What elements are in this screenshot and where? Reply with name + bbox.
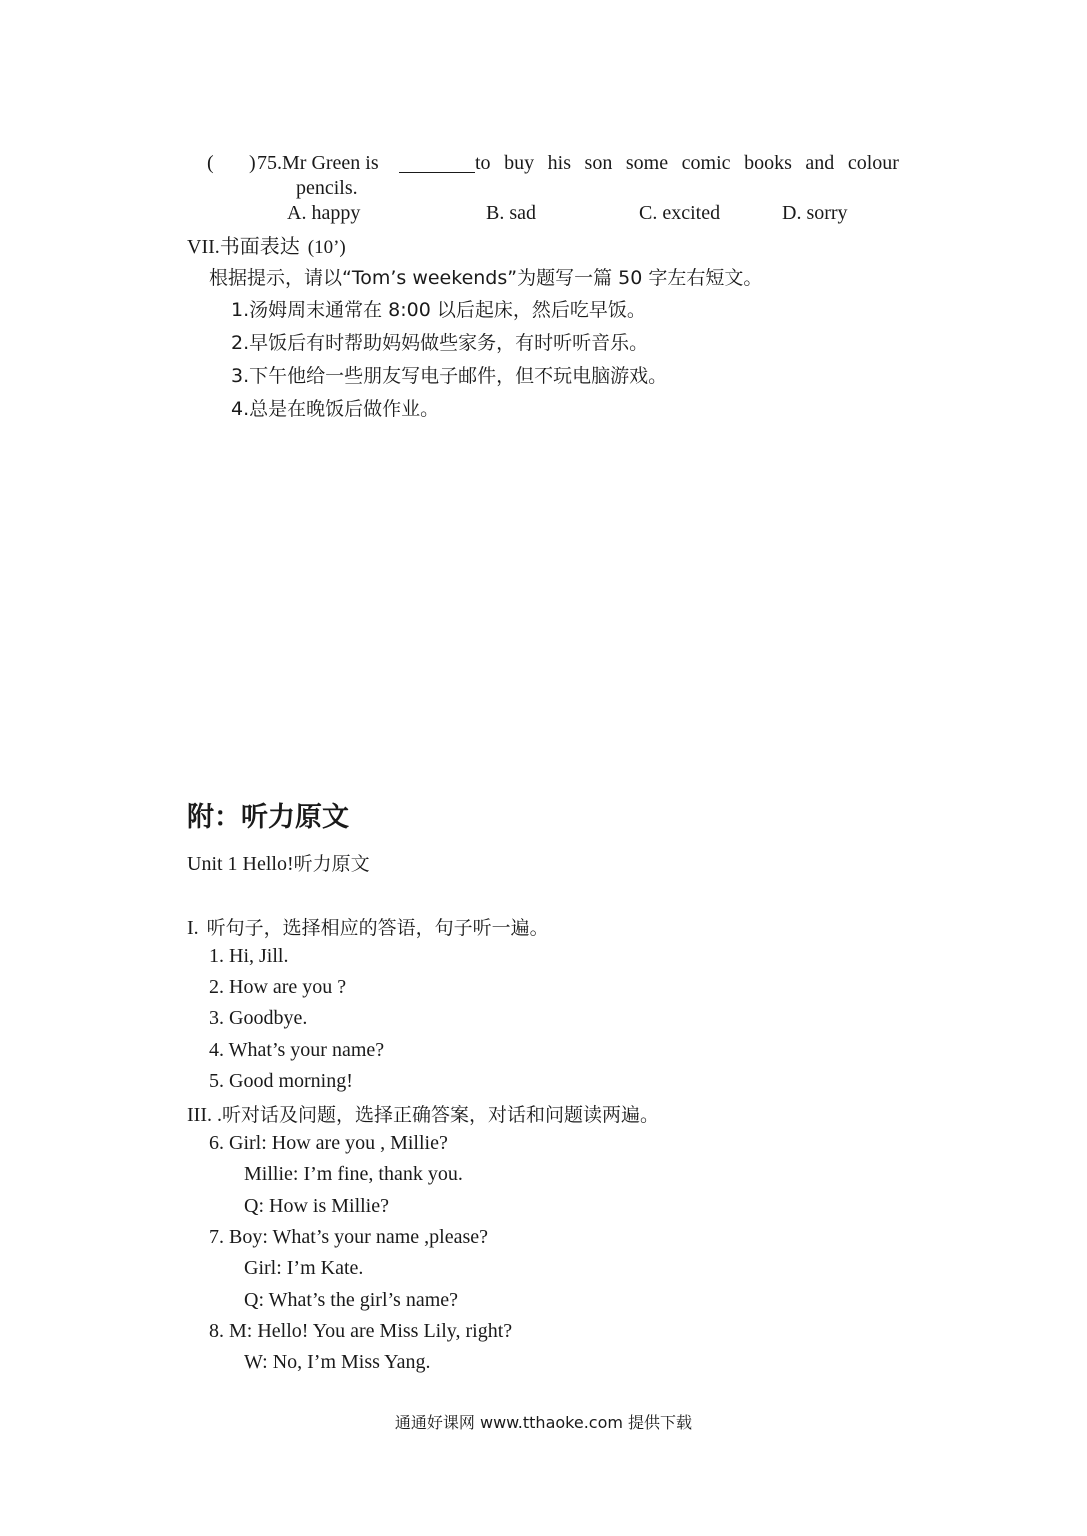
unit-title: [187, 849, 370, 876]
answer-paren-close: ): [249, 152, 256, 174]
stem-word: his: [547, 152, 571, 174]
answer-paren-open: (: [207, 152, 214, 174]
question-number: 75.: [257, 152, 282, 174]
unit-title-cn: 听力原文: [293, 853, 370, 875]
page-footer: 通通好课网 www.tthaoke.com 提供下载: [394, 1413, 693, 1432]
listening-item: 5. Good morning!: [209, 1070, 353, 1092]
writing-heading-number: VII.: [187, 236, 220, 258]
section-3-number: III. .: [187, 1104, 222, 1126]
option-d: D. sorry: [782, 202, 848, 224]
writing-point: 1.汤姆周末通常在 8:00 以后起床，然后吃早饭。: [231, 299, 646, 321]
writing-heading-title: 书面表达: [219, 234, 300, 258]
question-stem-continuation: pencils.: [296, 177, 358, 199]
stem-word: comic: [681, 152, 731, 174]
dialogue-line: Girl: I’m Kate.: [244, 1257, 364, 1279]
dialogue-line: 7. Boy: What’s your name ,please?: [209, 1226, 489, 1248]
dialogue-line: W: No, I’m Miss Yang.: [244, 1351, 431, 1373]
dialogue-line: 8. M: Hello! You are Miss Lily, right?: [209, 1320, 513, 1342]
question-stem-start: Mr Green is: [282, 152, 379, 174]
listening-item: 3. Goodbye.: [209, 1007, 308, 1029]
option-b: B. sad: [486, 202, 536, 224]
section-1-heading: [187, 913, 549, 940]
section-1-number: I.: [187, 917, 199, 939]
writing-point: 2.早饭后有时帮助妈妈做些家务，有时听听音乐。: [231, 332, 649, 354]
answer-blank: [399, 154, 475, 173]
stem-word: buy: [504, 152, 535, 174]
question-75: [207, 152, 899, 176]
unit-title-en: Unit 1 Hello!: [187, 853, 294, 875]
dialogue-line: 6. Girl: How are you , Millie?: [209, 1132, 448, 1154]
option-c: C. excited: [639, 202, 721, 224]
listening-item: 4. What’s your name?: [209, 1039, 385, 1061]
stem-word: books: [744, 152, 792, 174]
stem-word: son: [584, 152, 613, 174]
stem-word: some: [625, 152, 669, 174]
appendix-title: 附：听力原文: [187, 802, 349, 833]
options-row: [287, 202, 887, 226]
writing-heading-score: (10’): [307, 237, 346, 258]
dialogue-line: Q: What’s the girl’s name?: [244, 1289, 459, 1311]
writing-point: 4.总是在晚饭后做作业。: [231, 398, 440, 420]
section-1-title: 听句子，选择相应的答语，句子听一遍。: [206, 917, 549, 939]
writing-heading: [187, 230, 346, 259]
listening-item: 2. How are you ?: [209, 976, 347, 998]
section-3-heading: [187, 1100, 659, 1127]
stem-word: colour: [847, 152, 899, 174]
option-a: A. happy: [287, 202, 361, 224]
writing-point: 3.下午他给一些朋友写电子邮件，但不玩电脑游戏。: [231, 365, 668, 387]
writing-instruction: 根据提示，请以“Tom’s weekends”为题写一篇 50 字左右短文。: [209, 267, 763, 289]
listening-item: 1. Hi, Jill.: [209, 945, 289, 967]
question-stem-rest: [475, 152, 899, 175]
dialogue-line: Millie: I’m fine, thank you.: [244, 1163, 463, 1185]
stem-word: and: [805, 152, 835, 174]
stem-word: to: [475, 152, 491, 174]
section-3-title: 听对话及问题，选择正确答案，对话和问题读两遍。: [221, 1104, 659, 1126]
dialogue-line: Q: How is Millie?: [244, 1195, 389, 1217]
